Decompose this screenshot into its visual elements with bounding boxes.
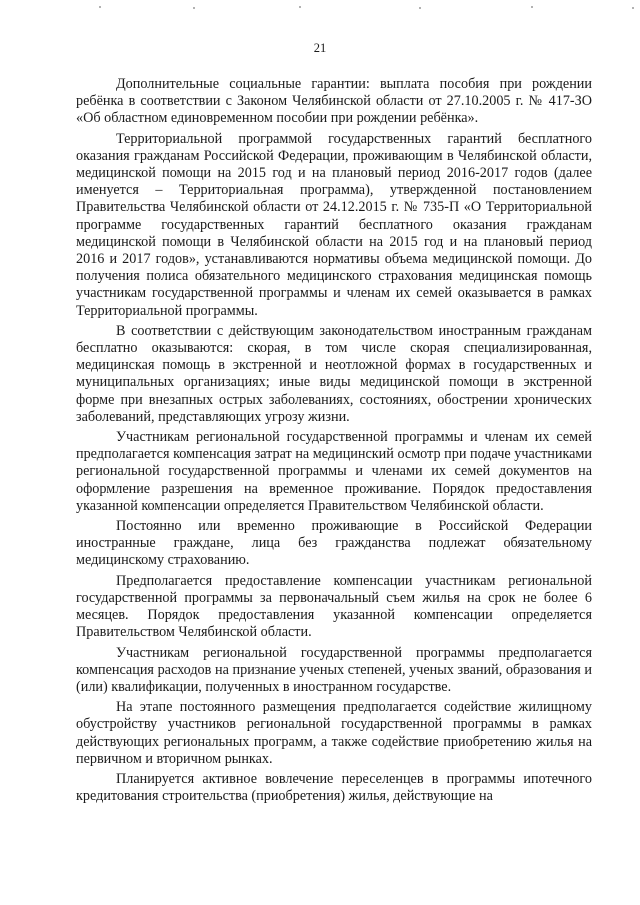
- paragraph-territorial-program: Территориальной программой государственных гарантий бесплатного оказания гражданам Российской Федерации, проживающим в Челябинской области, медицинской помощи на 2015 год и на плановый период 2016-2017 годов (далее именуется – Территориальная программа), утвержденной постановлением Правительства Челябинской области от 24.12.2015 г. № 735-П «О Территориальной программе государственных гарантий бесплатного оказания гражданам медицинской помощи в Челябинской области на 2015 год и на плановый период 2016 и 2017 годов», устанавливаются нормативы объема медицинской помощи. До получения полиса обязательного медицинского страхования медицинская помощь участникам государственной программы и членам их семей оказывается в рамках Территориальной программы.: [76, 130, 592, 319]
- scan-dot: [632, 7, 634, 9]
- scan-dot: [299, 6, 301, 8]
- paragraph-housing-rent-compensation: Предполагается предоставление компенсации участникам региональной государственной программы за первоначальный съем жилья на срок не более 6 месяцев. Порядок предоставления указанной компенсации определяется Правительством Челябинской области.: [76, 572, 592, 641]
- paragraph-medical-exam-compensation: Участникам региональной государственной программы и членам их семей предполагается компенсация затрат на медицинский осмотр при подаче участниками региональной государственной программы и членами их семей документов на оформление разрешения на временное проживание. Порядок предоставления указанной компенсации определяется Правительством Челябинской области.: [76, 429, 592, 514]
- body-text: [76, 76, 592, 808]
- paragraph-degree-recognition: Участникам региональной государственной программы предполагается компенсация расходов на признание ученых степеней, ученых званий, образования и (или) квалификации, полученных в иностранном государстве.: [76, 644, 592, 695]
- paragraph-mandatory-insurance: Постоянно или временно проживающие в Российской Федерации иностранные граждане, лица без гражданства подлежат обязательному медицинскому страхованию.: [76, 518, 592, 569]
- paragraph-mortgage-programs: Планируется активное вовлечение переселенцев в программы ипотечного кредитования строительства (приобретения) жилья, действующие на: [76, 770, 592, 805]
- page-number: 21: [313, 41, 327, 55]
- scan-dot: [419, 7, 421, 9]
- paragraph-housing-assistance: На этапе постоянного размещения предполагается содействие жилищному обустройству участников региональной государственной программы в рамках действующих региональных программ, а также содействие приобретению жилья на первичном и вторичном рынках.: [76, 699, 592, 767]
- paragraph-foreign-citizens-care: В соответствии с действующим законодательством иностранным гражданам бесплатно оказываются: скорая, в том числе скорая специализированная, медицинская помощь в экстренной и неотложной формах в государственных и муниципальных организациях; иные виды медицинской помощи в экстренной форме при внезапных острых заболеваниях, состояниях, обострении хронических заболеваний, представляющих угрозу жизни.: [76, 322, 592, 425]
- scan-dot: [531, 6, 533, 8]
- paragraph-social-guarantees: Дополнительные социальные гарантии: выплата пособия при рождении ребёнка в соответствии с Законом Челябинской области от 27.10.2005 г. № 417-ЗО «Об областном единовременном пособии при рождении ребёнка».: [76, 76, 592, 127]
- scan-dot: [99, 6, 101, 8]
- scan-dot: [193, 7, 195, 9]
